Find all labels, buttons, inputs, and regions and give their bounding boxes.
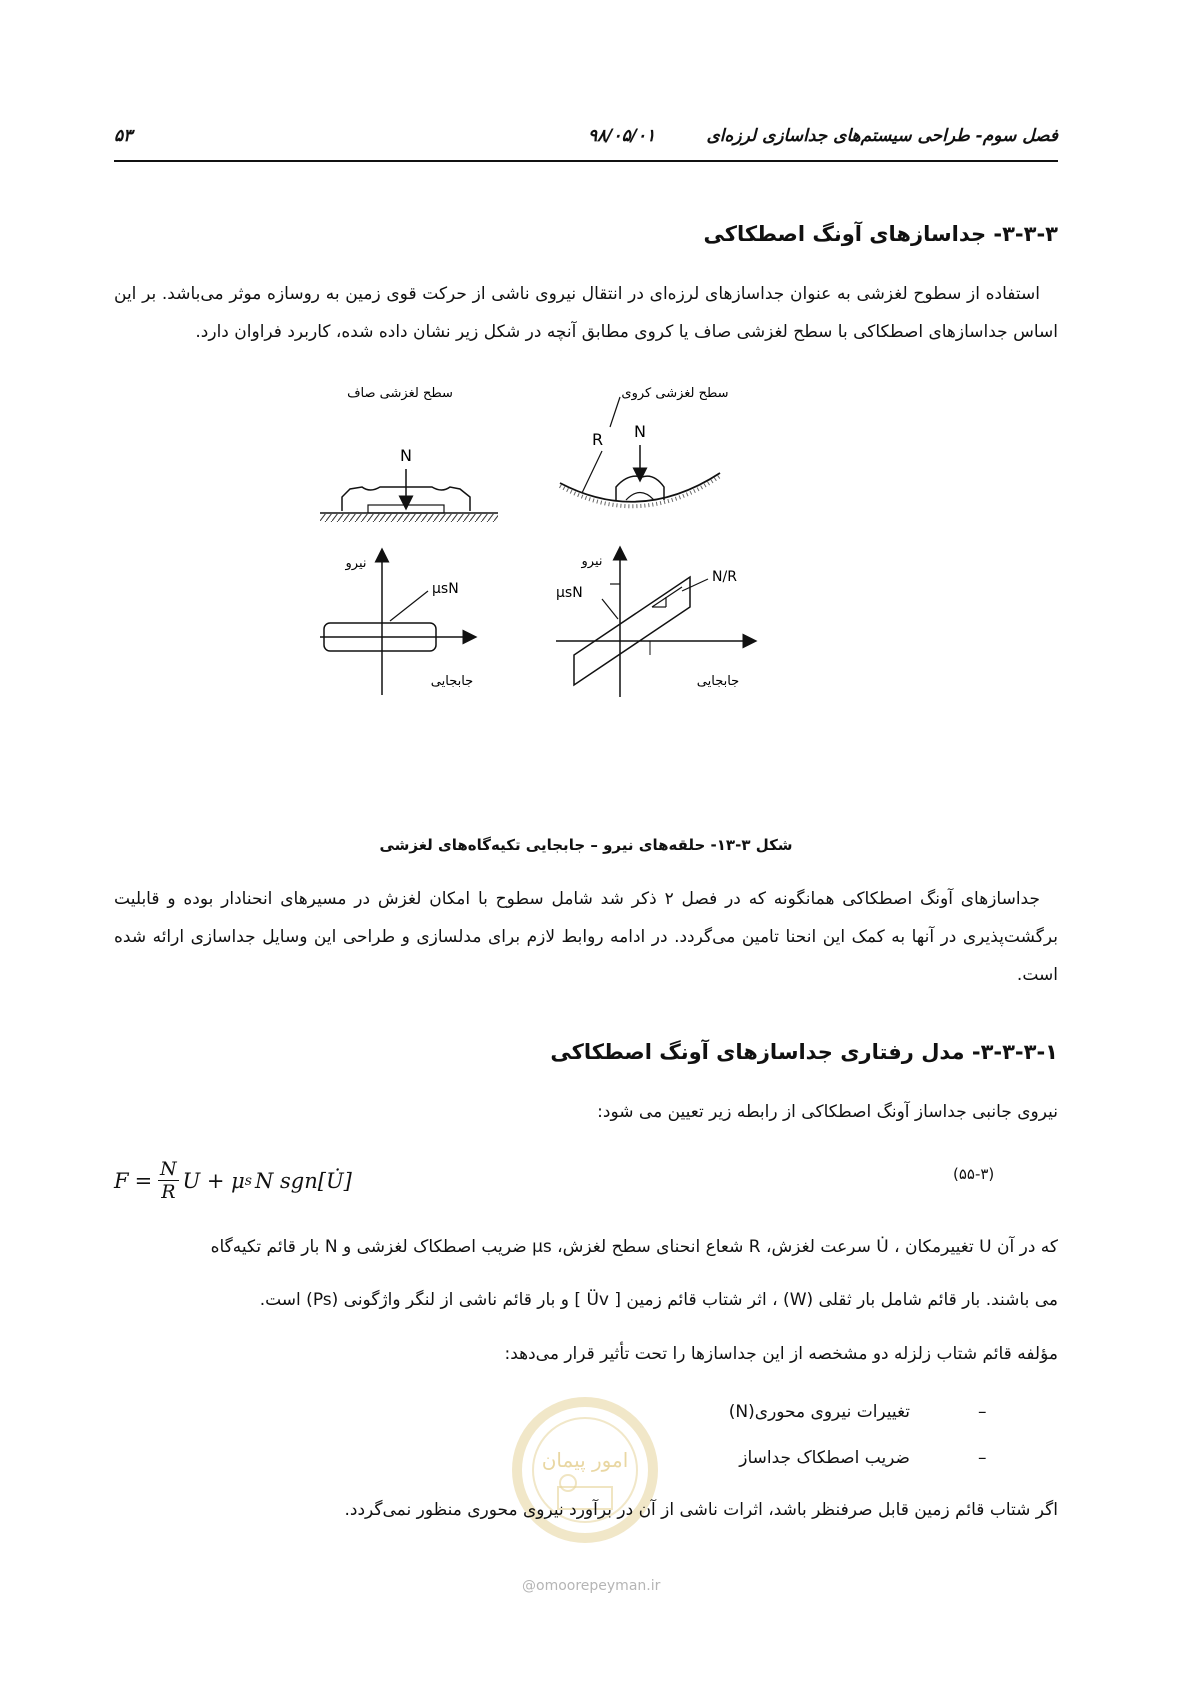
eq-fraction <box>158 1158 178 1203</box>
header-date: ۹۸/۰۵/۰۱ <box>588 126 656 146</box>
eq-f: F <box>114 1168 129 1193</box>
n-label-left: N <box>400 446 412 465</box>
watermark-logo-text: امور پیمان <box>541 1448 629 1472</box>
subsection-title: ۳-۳-۳-۱- مدل رفتاری جداسازهای آونگ اصطکاکی <box>550 1040 1058 1064</box>
eq-numerator: N <box>160 1158 177 1180</box>
eq-equals: = <box>134 1168 153 1193</box>
equation <box>114 1158 352 1203</box>
spherical-slider-drawing <box>560 397 720 506</box>
equation-number: (۵۵-۳) <box>953 1165 995 1183</box>
bullet-text-2: ضریب اصطکاک جداساز <box>739 1448 910 1468</box>
page-number: ۵۳ <box>114 126 133 146</box>
watermark-logo <box>510 1395 660 1545</box>
subsection-intro: نیروی جانبی جداساز آونگ اصطکاکی از رابطه زیر تعیین می شود: <box>597 1102 1058 1122</box>
bullet-text-1: تغییرات نیروی محوری(N) <box>728 1402 910 1422</box>
displacement-axis-label-right: جابجایی <box>696 674 740 689</box>
definitions-line-1: که در آن U تغییرمکان ، U̇ سرعت لغزش، R شعاع انحنای سطح لغزش، μs ضریب اصطکاک لغزشی و N بار قائم تکیه‌گاه <box>210 1237 1058 1257</box>
closing-sentence: اگر شتاب قائم زمین قابل صرفنظر باشد، اثرات ناشی از آن در برآورد نیروی محوری منظور نمی‌گردد. <box>344 1500 1058 1520</box>
bullet-dash-2: – <box>978 1448 987 1468</box>
flat-hysteresis-loop <box>320 555 473 695</box>
mu-n-label-left: μsN <box>432 581 459 597</box>
section-title: ۳-۳-۳- جداسازهای آونگ اصطکاکی <box>703 222 1058 246</box>
r-label: R <box>592 430 604 449</box>
eq-sgn-term: N sgn[U̇] <box>254 1168 352 1193</box>
watermark-site: @omoorepeyman.ir <box>522 1578 661 1594</box>
force-axis-label-left: نیرو <box>345 556 367 571</box>
eq-denominator: R <box>158 1180 178 1203</box>
spherical-hysteresis-loop <box>556 553 750 697</box>
spherical-surface-label: سطح لغزشی کروی <box>621 386 729 401</box>
force-displacement-figure <box>320 385 840 765</box>
eq-u-term: U + μ <box>182 1168 245 1193</box>
eq-subscript-s: s <box>244 1172 252 1189</box>
force-axis-label-right: نیرو <box>581 554 603 569</box>
mu-n-label-right: μsN <box>556 585 583 601</box>
vertical-acceleration-text: مؤلفه قائم شتاب زلزله دو مشخصه از این جداسازها را تحت تأثیر قرار می‌دهد: <box>504 1344 1058 1364</box>
displacement-axis-label-left: جابجایی <box>430 674 474 689</box>
n-over-r-label: N/R <box>712 569 737 585</box>
definitions-line-2: می باشند. بار قائم شامل بار ثقلی (W) ، اثر شتاب قائم زمین [ Üv ] و بار قائم ناشی از لنگر واژگونی (Ps) است. <box>259 1290 1058 1310</box>
chapter-title: فصل سوم- طراحی سیستم‌های جداسازی لرزه‌ای <box>706 126 1058 146</box>
paragraph-2: جداسازهای آونگ اصطکاکی همانگونه که در فصل ۲ ذکر شد شامل سطوح با امکان لغزش در مسیرهای انحنادار بوده و قابلیت برگشت‌پذیری در آنها به کمک این انحنا تامین می‌گردد. در ادامه روابط لازم برای مدلسازی و طراحی این وسایل جداسازی ارائه شده است. <box>114 889 1058 985</box>
figure-caption: شکل ۳-۱۳- حلقه‌های نیرو – جابجایی تکیه‌گاه‌های لغزشی <box>379 836 793 854</box>
flat-surface-label: سطح لغزشی صاف <box>347 386 453 401</box>
bullet-dash-1: – <box>978 1402 987 1422</box>
flat-slider-drawing <box>320 446 498 522</box>
intro-paragraph: استفاده از سطوح لغزشی به عنوان جداسازهای لرزه‌ای در انتقال نیروی ناشی از حرکت قوی زمین به روسازه موثر می‌باشد. بر این اساس جداسازهای اصطکاکی با سطح لغزشی صاف یا کروی مطابق آنچه در شکل زیر نشان داده شده، کاربرد فراوان دارد. <box>114 284 1058 342</box>
header-rule <box>114 160 1058 162</box>
n-label-right: N <box>634 422 646 441</box>
